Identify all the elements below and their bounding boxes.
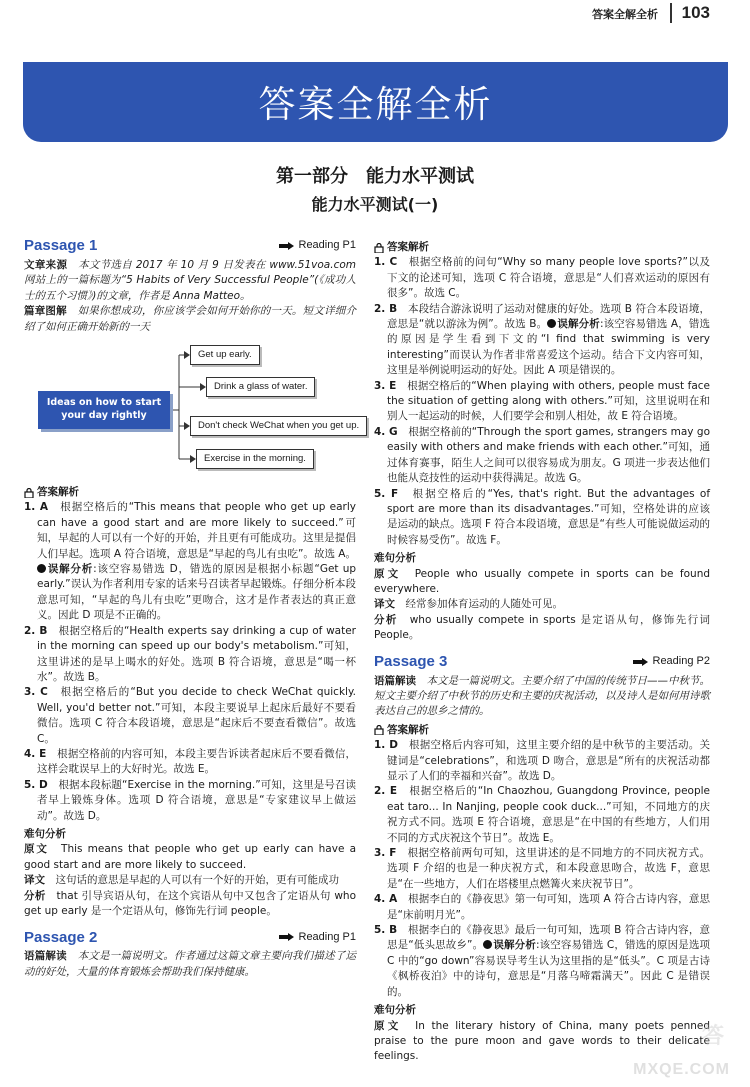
p3-answer-2: 2. E 根据空格后的“In Chaozhou, Guangdong Province, people eat taro... In Nanjing, people cook duck...”可知，不同地方的庆祝方式不同。选项 E 符合语境，意思是“在中国的有些地方，人们用不同的方式庆祝这个节日”。故选 E。 [374,785,711,844]
p3-difficult-head: 难句分析 [374,1004,416,1017]
pointing-hand-icon [633,657,649,667]
p2-answer-3: 3. E 根据空格后的“When playing with others, people must face the situation of getting along with others.”可知，这里说明在和别人一起运动的时候，人们要学会和别人相处，故 E 符合语境。 [374,379,710,423]
p2-analysis: 分析 who usually compete in sports 是定语从句，修饰先行词 People。 [374,613,711,642]
source-label: 文章来源 [24,259,68,271]
running-head [0,0,750,30]
page-number: 103 [681,3,710,22]
right-column [374,240,710,1065]
p1-analysis: 分析 that 引导宾语从句，在这个宾语从句中又包含了定语从句 who get up early 是一个定语从句，修饰先行词 people。 [24,889,357,917]
passage-2-reading-ref: Reading P1 [279,930,357,945]
watermark-text: MXQE.COM [633,1061,730,1078]
mind-map-node-2: Drink a glass of water. [206,377,315,397]
lock-icon [374,243,384,253]
p3-answer-4: 4. A 根据李白的《静夜思》第一句可知，选项 A 符合古诗内容，意思是“床前明月光”。 [374,893,711,921]
mind-map-node-3: Don't check WeChat when you get up. [190,416,367,436]
running-head-section: 答案全解全析 [592,8,658,21]
pointing-hand-icon [279,932,295,942]
passage-3-reading-ref: Reading P2 [633,654,711,669]
pointing-hand-icon [279,241,295,251]
p1-difficult-head: 难句分析 [24,827,66,840]
passage-1-header [24,236,356,256]
passage-1-reading-label: Reading P1 [298,239,356,252]
p2-translation: 译文 经常参加体育运动的人随处可见。 [374,598,563,611]
p2-original: 原文 People who usually compete in sports can be found everywhere. [374,567,711,595]
passage-1-source [24,258,356,304]
p1-translation: 译文 这句话的意思是早起的人可以有一个好的开始，更有可能成功 [24,874,339,887]
filled-circle-icon [547,319,556,328]
mind-map-center: Ideas on how to start your day rightly [38,391,170,429]
part-title: 第一部分 能力水平测试 [276,166,474,187]
mind-map-node-1: Get up early. [190,345,260,365]
p2-answer-2: 2. B 本段结合游泳说明了运动对健康的好处。选项 B 符合本段语境，意思是“就以游泳为例”。故选 B。 误解分析:该空容易错选 A，错选的原因是学生看到下文的“I find that swimming is very interesting”而误认为作者非常喜爱这个运动。结合下文内容可知，这里是举例说明运动的好处。因此 A 项是错误的。 [374,302,711,377]
p1-answer-3: 3. C 根据空格后的“But you decide to check WeChat quickly. Well, you'd better not.”可知，本段主要说早上起床后最好不要看微信。选项 C 符合本段语境，意思是“起床后不要查看微信”。故选 C。 [24,686,356,745]
passage-1-answers-head: 答案解析 [24,485,356,500]
title-banner [23,62,728,142]
lock-icon [374,725,384,735]
passage-1-reading-ref [279,238,357,253]
p1-answer-4: 4. E 根据空格前的内容可知，本段主要告诉读者起床后不要看微信，这样会耽误早上的大好时光。故选 E。 [24,747,357,776]
p2-difficult-head: 难句分析 [374,552,416,565]
p2-answer-4: 4. G 根据空格前的“Through the sport games, strangers may go easily with others and make friends with each other.”可知，通过体育赛事，陌生人之间可以很容易成为朋友。G 项进一步表达他们也能从竞技性的运动中获得满足。故选 G。 [374,425,711,485]
p3-answer-1: 1. D 根据空格后内容可知，这里主要介绍的是中秋节的主要活动。关键词是“celebrations”，和选项 D 吻合，意思是“所有的庆祝活动都显示了人们的幸福和兴奋”。故选 D。 [374,739,711,782]
passage-2-title: Passage 2 [24,928,98,946]
passage-3-title: Passage 3 [374,652,448,670]
p2-answer-1: 1. C 根据空格前的问句“Why so many people love sports?”以及下文的论述可知，选项 C 符合语境，意思是“人们喜欢运动的原因有很多”。故选 C。 [374,256,711,300]
passage-1-overview [24,304,356,335]
lock-icon [24,488,34,498]
overview-label: 篇章图解 [24,305,67,318]
passage-3-answers-head: 答案解析 [374,723,710,738]
p3-original: 原文 In the literary history of China, many poets penned praise to the pure moon and gave words to their delicate feelings. [374,1019,711,1063]
filled-circle-icon [483,940,492,949]
p1-original: 原文 This means that people who get up early can have a good start and are more likely to succeed. [24,843,357,871]
source-text: 本文节选自 2017 年 10 月 9 日发表在 www.51voa.com 网站上的一篇标题为“5 Habits of Very Successful People”(《成功人士的五个习惯》)的文章，作者是 Anna Matteo。 [24,259,357,302]
p3-answer-3: 3. F 根据空格前两句可知，这里讲述的是不同地方的不同庆祝方式。选项 F 介绍的也是一种庆祝方式，和本段意思吻合，故选 F，意思是“在一些地方，人们在塔楼里点燃篝火来庆祝节日”。 [374,847,710,890]
passage-2-answers-head: 答案解析 [374,240,710,255]
watermark-logo: 答 [701,1024,724,1049]
banner-title: 答案全解全析 [258,83,493,126]
sub-title: 能力水平测试(一) [311,195,439,214]
p2-answer-5: 5. F 根据空格后的“Yes, that's right. But the advantages of sport are more than its disadvantages.”可知，空格处讲的应该是运动的缺点。选项 F 符合本段语境，意思是“有些人可能说做运动的时候容易受伤”。故选 F。 [374,487,711,546]
watermark [610,1019,730,1079]
p1-answer-1: 1. A 根据空格后的“This means that people who get up early can have a good start and are more likely to succeed.”可知，早起的人可以有一个好的开始，并且更有可能成功。这里是提倡人们早起。选项 A 符合语境，意思是“早起的鸟儿有虫吃”。故选 A。误解分析:该空容易错选 D，错选的原因是根据小标题“Get up early.”误认为作者利用专家的话来号召读者早起锻炼。仔细分析本段意思可知，“早起的鸟儿有虫吃”更吻合，这才是作者表达的真正意义。因此 D 项是不正确的。 [24,501,357,622]
passage-2-header [24,927,356,947]
left-column [24,236,360,980]
running-head-divider [670,3,672,23]
passage-1-title: Passage 1 [24,237,98,255]
mind-map [24,341,360,481]
passage-2-intro: 语篇解读 本文是一篇说明文。作者通过这篇文章主要向我们描述了运动的好处，大量的体育锻炼会帮助我们保持健康。 [24,950,357,978]
mind-map-node-4: Exercise in the morning. [196,449,314,469]
p1-answer-5: 5. D 根据本段标题“Exercise in the morning.”可知，这里是号召读者早上锻炼身体。选项 D 符合语境，意思是“专家建议早上做运动”。故选 D。 [24,778,357,822]
passage-3-intro: 语篇解读 本文是一篇说明文。主要介绍了中国的传统节日——中秋节。短文主要介绍了中秋节的历史和主要的庆祝活动，以及诗人是如何用诗歌表达自己的思乡之情的。 [374,674,710,718]
overview-text: 如果你想成功，你应该学会如何开始你的一天。短文详细介绍了如何正确开始新的一天 [24,305,357,333]
passage-3-header [374,652,710,672]
filled-circle-icon [37,564,46,573]
p3-answer-5: 5. B 根据李白的《静夜思》最后一句可知，选项 B 符合古诗内容，意思是“低头思故乡”。 误解分析:该空容易错选 C，错选的原因是选项 C 中的“go down”容易误导考生认为这里指的是“低头”。C 项是古诗《枫桥夜泊》中的诗句，意思是“月落乌啼霜满天”。因此 C 是错误的。 [374,924,711,998]
p1-answer-2: 2. B 根据空格后的“Health experts say drinking a cup of water in the morning can speed up our body's metabolism.”可知，这里讲述的是早上喝水的好处。选项 B 符合语境，意思是“喝一杯水”。故选 B。 [24,624,356,683]
